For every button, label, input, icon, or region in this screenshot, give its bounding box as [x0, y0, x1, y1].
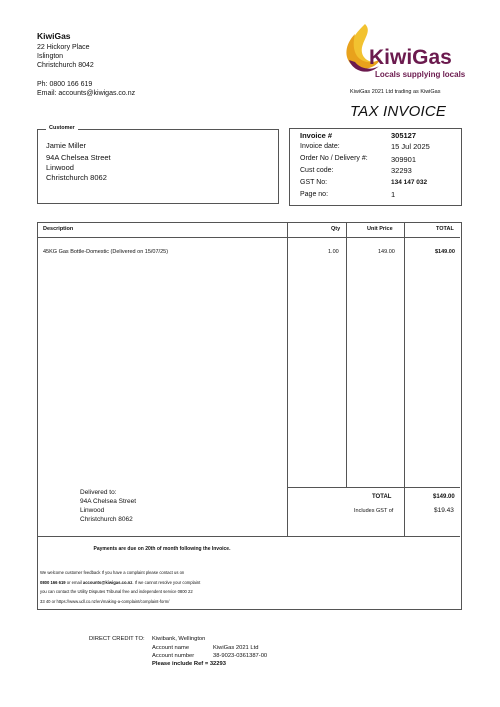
direct-credit-bank: Kiwibank, Wellington [152, 636, 206, 642]
notes-divider [37, 536, 287, 537]
feedback-text: or email [65, 579, 83, 585]
gst-included-value: $19.43 [434, 507, 454, 514]
table-header-divider [37, 237, 460, 238]
feedback-note [40, 568, 285, 606]
invoice-number-label: Invoice # [300, 131, 333, 140]
invoice-date-label: Invoice date: [300, 143, 340, 150]
gst-no-value: 134 147 032 [391, 179, 428, 186]
col-header-total: TOTAL [436, 226, 454, 232]
customer-address-line: 94A Chelsea Street [46, 153, 111, 162]
company-email: Email: accounts@kiwigas.co.nz [37, 90, 136, 97]
item-total: $149.00 [435, 249, 455, 255]
feedback-email[interactable]: accounts@kiwigas.co.nz [82, 579, 133, 585]
company-name: KiwiGas [37, 31, 71, 41]
company-phone: Ph: 0800 166 619 [37, 81, 93, 88]
page-no-label: Page no: [300, 191, 329, 198]
logo-tagline: Locals supplying locals [375, 70, 465, 79]
invoice-date-value: 15 Jul 2025 [391, 142, 430, 151]
logo-trading-as: KiwiGas 2021 Ltd trading as KiwiGas [350, 89, 441, 95]
customer-address-line: Linwood [46, 163, 74, 172]
cust-code-label: Cust code: [300, 167, 334, 174]
delivery-address-line: 94A Chelsea Street [80, 498, 137, 505]
customer-name: Jamie Miller [46, 141, 87, 150]
company-address-line: 22 Hickory Place [37, 44, 90, 51]
gst-no-label: GST No: [300, 179, 328, 186]
company-address-line: Islington [37, 53, 64, 60]
feedback-line [40, 578, 285, 588]
total-label: TOTAL [372, 494, 392, 500]
col-header-unit-price: Unit Price [367, 226, 393, 232]
cust-code-value: 32293 [391, 166, 412, 175]
account-name-label: Account name [152, 645, 190, 651]
customer-address-line: Christchurch 8062 [46, 173, 107, 182]
direct-credit-label: DIRECT CREDIT TO: [89, 636, 145, 642]
column-divider [346, 222, 347, 487]
order-no-value: 309901 [391, 155, 417, 164]
account-number-value: 38-9023-0361387-00 [213, 653, 268, 659]
account-number-label: Account number [152, 653, 195, 659]
feedback-line: 33 40 or https://www.udl.co.nz/en/making-a-complaint/complaint-form/ [40, 598, 170, 604]
delivered-to-label: Delivered to: [80, 489, 117, 496]
gst-included-label: Includes GST of [354, 508, 394, 514]
kiwigas-logo [335, 14, 465, 94]
document-title: TAX INVOICE [350, 103, 447, 120]
col-header-qty: Qty [331, 226, 341, 232]
feedback-line: We welcome customer feedback If you have a complaint please contact us on [40, 570, 185, 575]
page-no-value: 1 [391, 190, 396, 199]
column-divider [287, 222, 288, 536]
logo-brand: KiwiGas [369, 46, 452, 69]
delivery-address-line: Linwood [80, 507, 105, 514]
order-no-label: Order No / Delivery #: [300, 155, 368, 162]
feedback-line: you can contact the Utility Disputes Tribunal free and independent service 0800 22 [40, 589, 193, 594]
customer-legend: Customer [46, 125, 78, 131]
totals-divider [288, 487, 460, 488]
item-unit-price: 149.00 [378, 249, 395, 255]
total-value: $149.00 [433, 494, 455, 500]
totals-bottom-divider [287, 536, 460, 537]
feedback-phone: 0800 166 619 [40, 579, 66, 585]
account-name-value: KiwiGas 2021 Ltd [213, 645, 259, 651]
item-qty: 1.00 [328, 249, 339, 255]
item-description: 45KG Gas Bottle-Domestic (Delivered on 15/07/25) [43, 249, 169, 255]
delivery-address-line: Christchurch 8062 [80, 516, 133, 523]
payment-reference: Please include Ref = 32293 [152, 661, 226, 667]
invoice-number-value: 305127 [391, 131, 417, 140]
payment-terms-note: Payments are due on 20th of month following the Invoice. [93, 546, 231, 552]
company-address-line: Christchurch 8042 [37, 62, 94, 69]
feedback-text: . If we cannot resolve your complaint [132, 579, 201, 585]
col-header-description: Description [43, 226, 74, 232]
column-divider [404, 222, 405, 536]
